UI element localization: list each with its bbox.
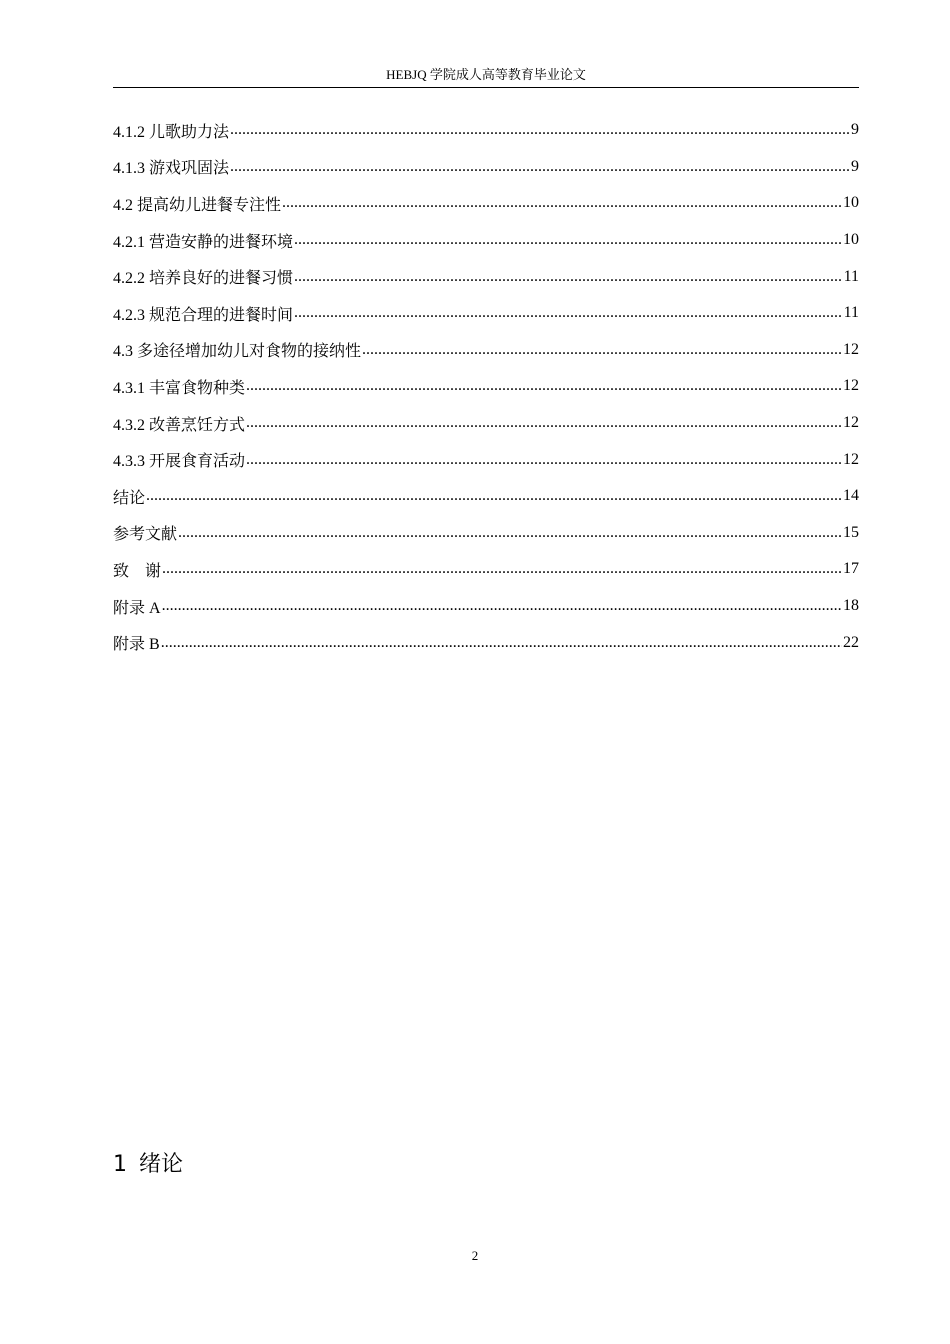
toc-dot-leader	[294, 231, 842, 249]
toc-entry-page: 11	[843, 267, 859, 285]
toc-entry-title: 附录 A	[113, 599, 161, 617]
toc-dot-leader	[146, 487, 842, 505]
toc-entry-title: 参考文献	[113, 526, 178, 544]
section-number: 1	[113, 1152, 127, 1177]
toc-entry-title: 4.3 多途径增加幼儿对食物的接纳性	[113, 343, 362, 361]
toc-entry-page: 18	[843, 597, 859, 615]
toc-entry[interactable]	[113, 112, 859, 149]
toc-entry[interactable]	[113, 478, 859, 515]
toc-dot-leader	[162, 560, 842, 578]
toc-entry-page: 12	[843, 377, 859, 395]
toc-entry-title: 4.2 提高幼儿进餐专注性	[113, 196, 282, 214]
toc-dot-leader	[230, 121, 850, 139]
toc-entry-page: 15	[843, 523, 859, 541]
toc-entry[interactable]	[113, 588, 859, 625]
toc-entry-page: 9	[851, 121, 859, 139]
toc-entry[interactable]	[113, 624, 859, 661]
toc-dot-leader	[282, 194, 842, 212]
toc-entry-title: 4.3.2 改善烹饪方式	[113, 416, 246, 434]
header-divider	[113, 87, 859, 88]
toc-entry[interactable]	[113, 185, 859, 222]
toc-entry[interactable]	[113, 515, 859, 552]
toc-entry-title: 4.1.3 游戏巩固法	[113, 160, 230, 178]
toc-entry-page: 12	[843, 450, 859, 468]
toc-entry[interactable]	[113, 441, 859, 478]
toc-dot-leader	[178, 524, 842, 542]
toc-entry-page: 10	[843, 231, 859, 249]
toc-entry-title: 4.1.2 儿歌助力法	[113, 123, 230, 141]
toc-entry[interactable]	[113, 551, 859, 588]
section-heading	[113, 1150, 183, 1180]
toc-entry[interactable]	[113, 405, 859, 442]
toc-entry-page: 12	[843, 340, 859, 358]
toc-entry[interactable]	[113, 222, 859, 259]
toc-dot-leader	[161, 634, 842, 652]
section-title: 绪论	[139, 1152, 184, 1177]
toc-dot-leader	[246, 414, 842, 432]
toc-entry-page: 17	[843, 560, 859, 578]
toc-entry[interactable]	[113, 332, 859, 369]
toc-entry[interactable]	[113, 295, 859, 332]
toc-entry-page: 9	[851, 157, 859, 175]
toc-entry-title: 致 谢	[113, 562, 162, 580]
toc-entry-title: 4.2.1 营造安静的进餐环境	[113, 233, 294, 251]
header-title: HEBJQ 学院成人高等教育毕业论文	[386, 67, 586, 82]
toc-dot-leader	[162, 597, 842, 615]
toc-dot-leader	[246, 451, 842, 469]
toc-entry-page: 22	[843, 633, 859, 651]
toc-entry-title: 4.2.3 规范合理的进餐时间	[113, 306, 294, 324]
toc-entry-title: 结论	[113, 489, 146, 507]
toc-entry-page: 11	[843, 304, 859, 322]
toc-entry-page: 10	[843, 194, 859, 212]
toc-dot-leader	[294, 268, 843, 286]
toc-entry-page: 12	[843, 414, 859, 432]
toc-entry-title: 4.3.3 开展食育活动	[113, 453, 246, 471]
toc-entry-title: 附录 B	[113, 636, 160, 654]
toc-entry[interactable]	[113, 149, 859, 186]
toc-entry-title: 4.3.1 丰富食物种类	[113, 379, 246, 397]
toc-dot-leader	[230, 158, 850, 176]
toc-dot-leader	[294, 304, 843, 322]
toc-dot-leader	[246, 377, 842, 395]
page-number: 2	[471, 1248, 479, 1263]
toc-entry[interactable]	[113, 368, 859, 405]
toc-entry-title: 4.2.2 培养良好的进餐习惯	[113, 270, 294, 288]
toc-entry[interactable]	[113, 258, 859, 295]
toc-dot-leader	[362, 341, 842, 359]
page-header	[113, 66, 859, 84]
toc-entry-page: 14	[843, 487, 859, 505]
table-of-contents	[113, 112, 859, 661]
